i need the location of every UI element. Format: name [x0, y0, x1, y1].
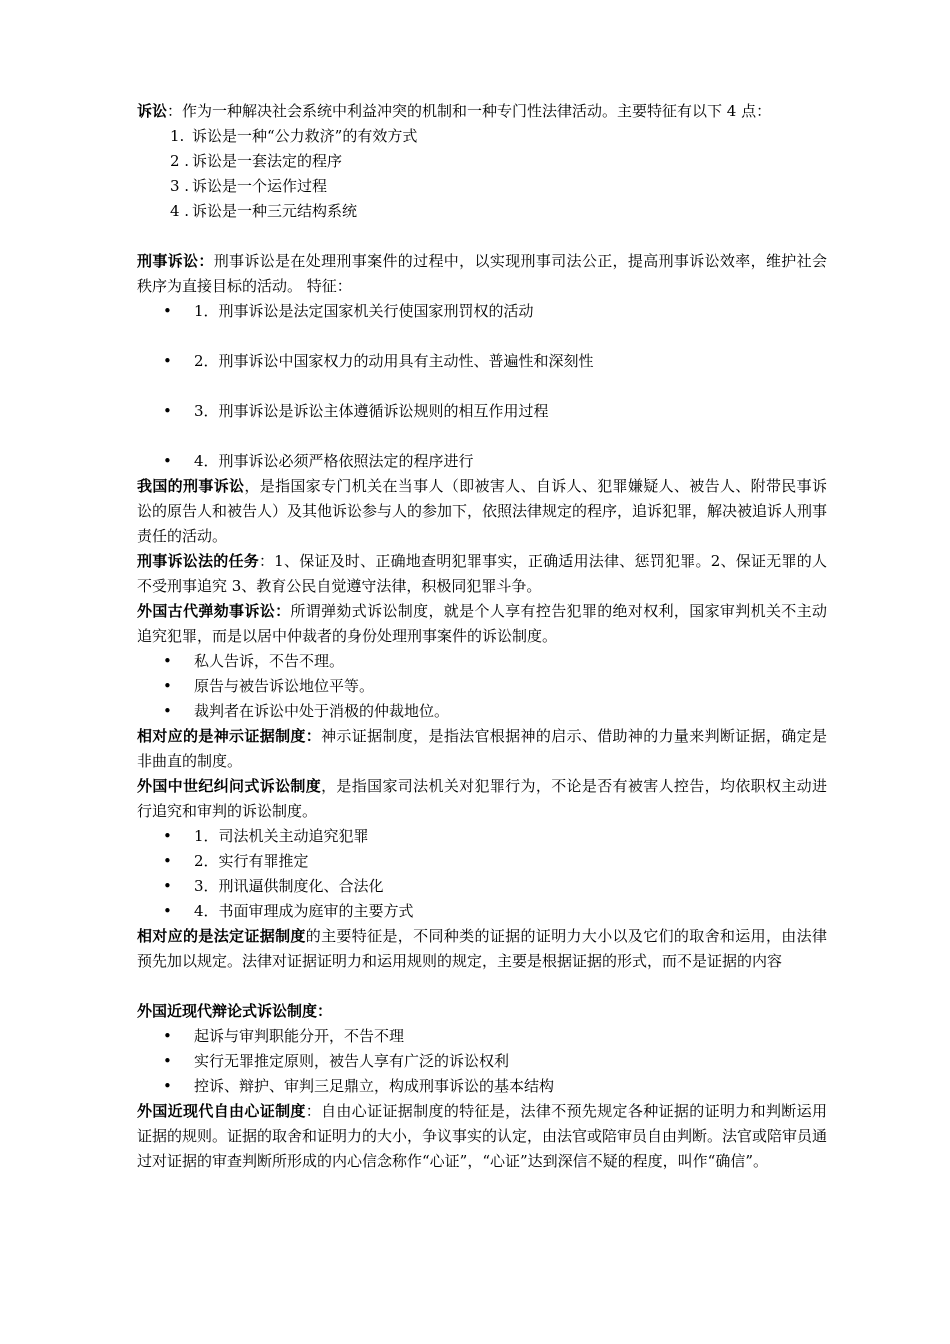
document-body [137, 99, 827, 1174]
numbered-item: 3 . 诉讼是一个运作过程 [170, 177, 328, 195]
bullet-item: • 2．实行有罪推定 [163, 852, 309, 870]
term-litigation: 诉讼 [137, 102, 168, 120]
paragraph-criminal-litigation: 刑事诉讼：刑事诉讼是在处理刑事案件的过程中，以实现刑事司法公正，提高刑事诉讼效率，维护社会秩序为直接目标的活动。 特征： [137, 252, 827, 295]
numbered-item: 4 . 诉讼是一种三元结构系统 [170, 202, 358, 220]
term-legal-evidence: 相对应的是法定证据制度 [137, 927, 306, 945]
term-tasks: 刑事诉讼法的任务 [137, 552, 259, 570]
paragraph-inquisitorial: 外国中世纪纠问式诉讼制度，是指国家司法机关对犯罪行为，不论是否有被害人控告，均依职权主动进行追究和审判的诉讼制度。 [137, 777, 827, 820]
term-our-criminal-litigation: 我国的刑事诉讼 [137, 477, 245, 495]
numbered-item: 1. 诉讼是一种“公力救济”的有效方式 [170, 127, 418, 145]
bullet-item: • 原告与被告诉讼地位平等。 [163, 677, 375, 695]
term-adversarial: 外国近现代辩论式诉讼制度： [137, 1002, 333, 1020]
bullet-item: • 3．刑事诉讼是诉讼主体遵循诉讼规则的相互作用过程 [163, 402, 549, 420]
bullet-item: • 3．刑讯逼供制度化、合法化 [163, 877, 384, 895]
paragraph-free-evaluation: 外国近现代自由心证制度：自由心证证据制度的特征是，法律不预先规定各种证据的证明力和判断运用证据的规则。证据的取舍和证明力的大小，争议事实的认定，由法官或陪审员自由判断。法官或陪审员通过对证据的审查判断所形成的内心信念称作“心证”，“心证”达到深信不疑的程度，叫作“确信”。 [137, 1102, 828, 1170]
term-inquisitorial: 外国中世纪纠问式诉讼制度 [137, 777, 322, 795]
bullet-item: • 2．刑事诉讼中国家权力的动用具有主动性、普遍性和深刻性 [163, 352, 594, 370]
paragraph-adversarial [137, 999, 827, 1024]
bullet-item: • 私人告诉，不告不理。 [163, 652, 345, 670]
numbered-item: 2 . 诉讼是一套法定的程序 [170, 152, 343, 170]
bullet-item: • 1．刑事诉讼是法定国家机关行使国家刑罚权的活动 [163, 302, 534, 320]
bullet-item: • 裁判者在诉讼中处于消极的仲裁地位。 [163, 702, 450, 720]
paragraph-litigation: 诉讼：作为一种解决社会系统中利益冲突的机制和一种专门性法律活动。主要特征有以下 4 点： [137, 102, 772, 120]
paragraph-our-criminal-litigation: 我国的刑事诉讼，是指国家专门机关在当事人（即被害人、自诉人、犯罪嫌疑人、被告人、附带民事诉讼的原告人和被告人）及其他诉讼参与人的参加下，依照法律规定的程序，追诉犯罪，解决被追诉人刑事责任的活动。 [137, 477, 828, 545]
bullet-item: • 实行无罪推定原则，被告人享有广泛的诉讼权利 [163, 1052, 510, 1070]
bullet-item: • 1．司法机关主动追究犯罪 [163, 827, 369, 845]
term-criminal-litigation: 刑事诉讼： [137, 252, 214, 270]
paragraph-legal-evidence: 相对应的是法定证据制度的主要特征是，不同种类的证据的证明力大小以及它们的取舍和运用，由法律预先加以规定。法律对证据证明力和运用规则的规定，主要是根据证据的形式，而不是证据的内容 [137, 927, 827, 970]
term-divine-evidence: 相对应的是神示证据制度： [137, 727, 322, 745]
paragraph-impeachment: 外国古代弹劾事诉讼：所谓弹劾式诉讼制度，就是个人享有控告犯罪的绝对权利，国家审判机关不主动追究犯罪，而是以居中仲裁者的身份处理刑事案件的诉讼制度。 [137, 602, 827, 645]
paragraph-tasks: 刑事诉讼法的任务：1、保证及时、正确地查明犯罪事实，正确适用法律、惩罚犯罪。2、保证无罪的人不受刑事追究 3、教育公民自觉遵守法律，积极同犯罪斗争。 [137, 552, 827, 595]
paragraph-divine-evidence: 相对应的是神示证据制度：神示证据制度，是指法官根据神的启示、借助神的力量来判断证据，确定是非曲直的制度。 [137, 727, 827, 770]
term-impeachment: 外国古代弹劾事诉讼： [137, 602, 291, 620]
bullet-item: • 4．书面审理成为庭审的主要方式 [163, 902, 414, 920]
bullet-item: • 4．刑事诉讼必须严格依照法定的程序进行 [163, 452, 474, 470]
bullet-item: • 控诉、辩护、审判三足鼎立，构成刑事诉讼的基本结构 [163, 1077, 555, 1095]
bullet-item: • 起诉与审判职能分开，不告不理 [163, 1027, 405, 1045]
term-free-evaluation: 外国近现代自由心证制度 [137, 1102, 306, 1120]
